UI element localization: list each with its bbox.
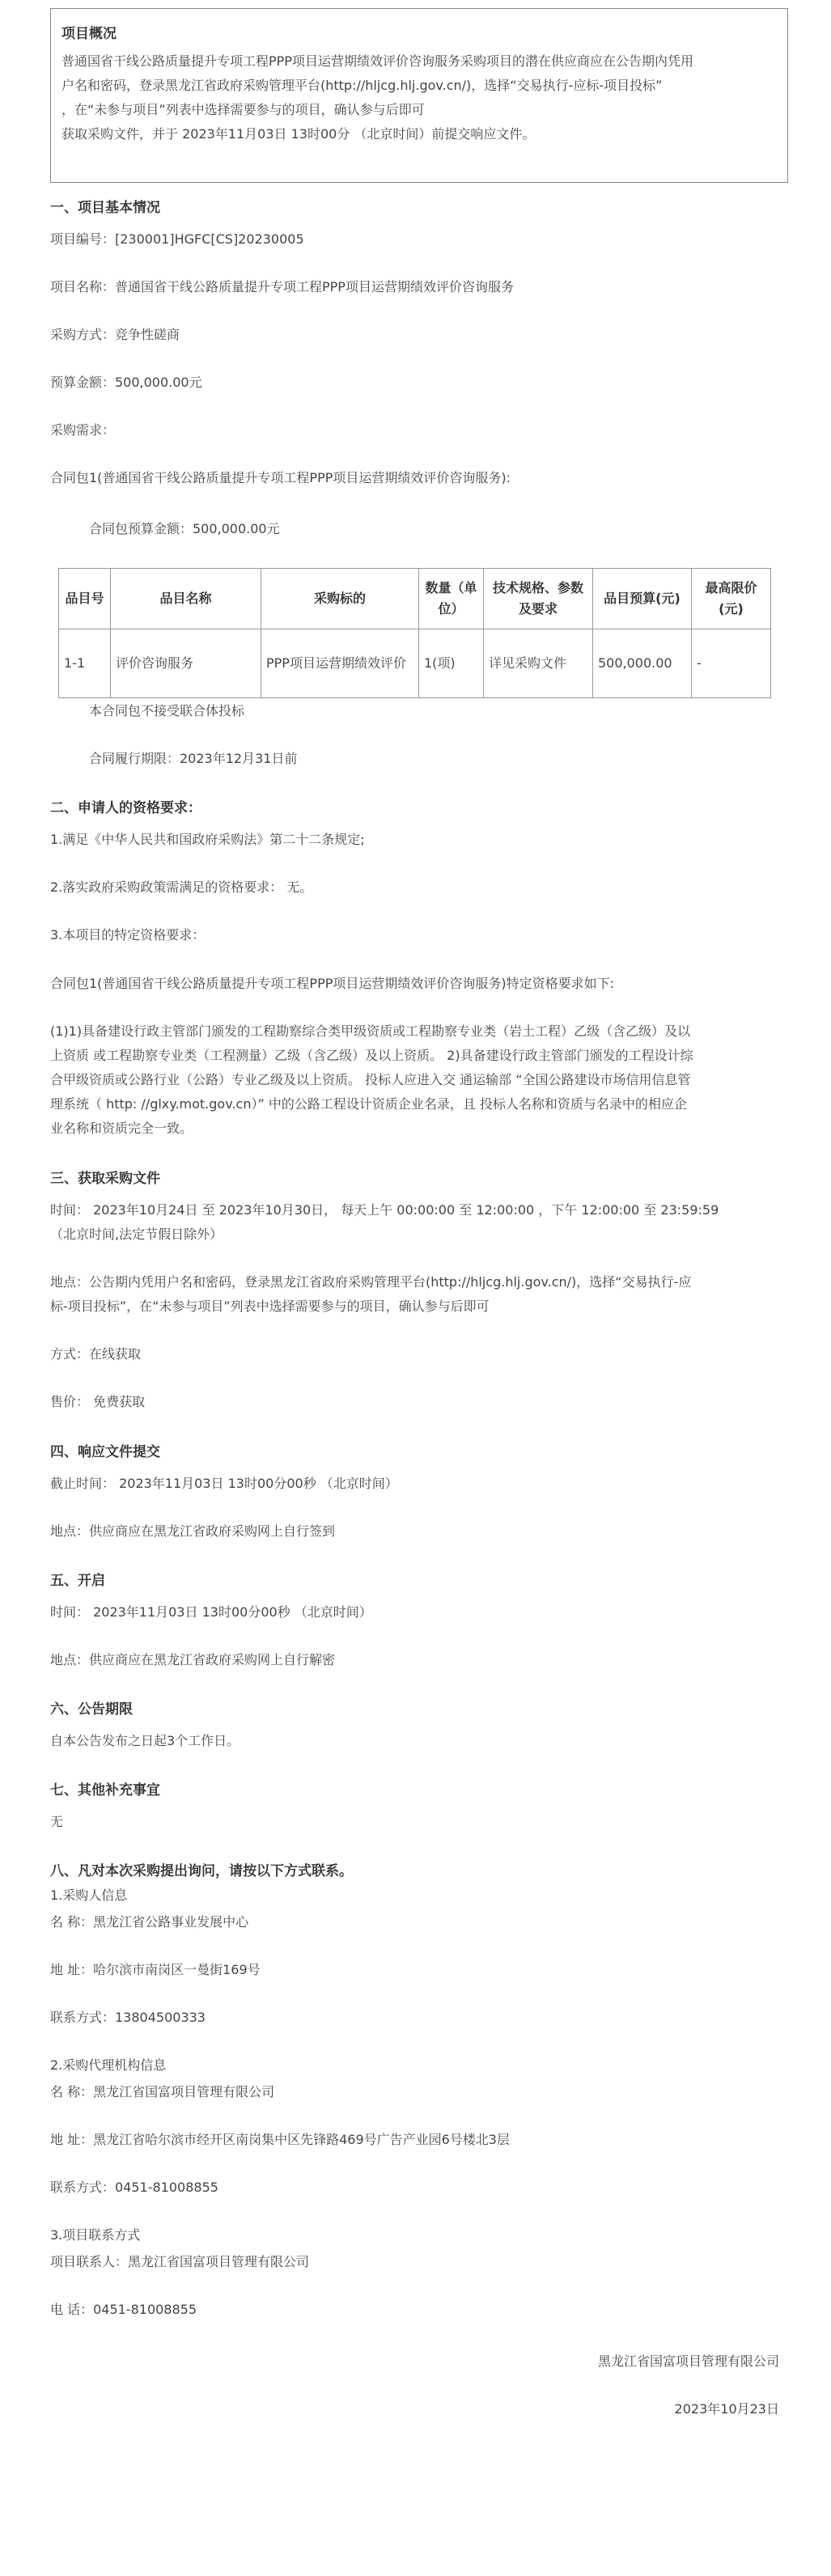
procurement-method: 采购方式：竞争性磋商 [50,327,180,342]
agent-address: 地 址：黑龙江省哈尔滨市经开区南岗集中区先锋路469号广告产业园6号楼北3层 [50,2132,510,2147]
col-header-budget: 品目预算(元) [593,569,692,629]
cell-spec: 详见采购文件 [484,629,593,698]
agent-info-title: 2.采购代理机构信息 [50,2057,167,2073]
project-contact-person: 项目联系人：黑龙江省国富项目管理有限公司 [50,2254,310,2269]
qualification-requirement-line: 业名称和资质完全一致。 [50,1121,193,1136]
col-header-qty: 数量（单位） [419,569,484,629]
no-consortium-note: 本合同包不接受联合体投标 [89,703,245,718]
obtain-price: 售价： 免费获取 [50,1394,146,1409]
table-row [59,629,771,698]
obtain-place-cont: 标-项目投标”，在“未参与项目”列表中选择需要参与的项目，确认参与后即可 [50,1299,490,1314]
cell-budget: 500,000.00 [593,629,692,698]
section-title-basic-info: 一、项目基本情况 [50,200,160,216]
table-header-row [59,569,771,629]
obtain-time-note: （北京时间,法定节假日除外） [50,1227,223,1242]
section-title-contact: 八、凡对本次采购提出询问，请按以下方式联系。 [50,1863,353,1879]
cell-limit: - [692,629,771,698]
section-title-notice-period: 六、公告期限 [50,1701,133,1718]
qualification-requirement-line: 合甲级资质或公路行业（公路）专业乙级及以上资质。 投标人应进入交 通运输部 “全国公路建设市场信用信息管 [50,1072,691,1087]
overview-line: 户名和密码，登录黑龙江省政府采购管理平台(http://hljcg.hlj.gov.cn/)，选择“交易执行-应标-项目投标” [61,78,663,93]
buyer-phone: 联系方式：13804500333 [50,2010,206,2025]
submission-deadline: 截止时间： 2023年11月03日 13时00分00秒 （北京时间） [50,1476,398,1491]
package-qualification: 合同包1(普通国省干线公路质量提升专项工程PPP项目运营期绩效评价咨询服务)特定资格要求如下: [50,976,615,991]
footer-date: 2023年10月23日 [674,2401,779,2417]
procurement-demand: 采购需求： [50,422,116,438]
cell-name: 评价咨询服务 [111,629,261,698]
notice-period-text: 自本公告发布之日起3个工作日。 [50,1733,240,1748]
project-contact-phone: 电 话：0451-81008855 [50,2302,197,2317]
obtain-way: 方式：在线获取 [50,1346,142,1362]
agent-name: 名 称：黑龙江省国富项目管理有限公司 [50,2084,275,2099]
section-title-opening: 五、开启 [50,1573,105,1589]
col-header-name: 品目名称 [111,569,261,629]
project-contact-title: 3.项目联系方式 [50,2227,141,2243]
qualification-requirement-line: 上资质 或工程勘察专业类（工程测量）乙级（含乙级）及以上资质。 2)具备建设行政主管部门颁发的工程设计综 [50,1048,693,1063]
package-budget: 合同包预算金额：500,000.00元 [89,521,280,536]
obtain-time: 时间： 2023年10月24日 至 2023年10月30日， 每天上午 00:00:00 至 12:00:00 ，下午 12:00:00 至 23:59:59 [50,1202,719,1218]
cell-qty: 1(项) [419,629,484,698]
opening-place: 地点：供应商应在黑龙江省政府采购网上自行解密 [50,1652,336,1667]
overview-line: 获取采购文件，并于 2023年11月03日 13时00分 （北京时间）前提交响应文件。 [61,126,536,142]
buyer-address: 地 址：哈尔滨市南岗区一曼街169号 [50,1962,261,1977]
section-title-other: 七、其他补充事宜 [50,1782,160,1799]
col-header-limit: 最高限价(元) [692,569,771,629]
qualification-requirement-line: 理系统（ http: //glxy.mot.gov.cn）” 中的公路工程设计资质企业名录，且 投标人名称和资质与名录中的相应企 [50,1096,687,1112]
contract-package: 合同包1(普通国省干线公路质量提升专项工程PPP项目运营期绩效评价咨询服务): [50,470,511,485]
footer-company: 黑龙江省国富项目管理有限公司 [597,2354,779,2369]
overview-title: 项目概况 [61,26,117,42]
opening-time: 时间： 2023年11月03日 13时00分00秒 （北京时间） [50,1604,372,1620]
obtain-place: 地点：公告期内凭用户名和密码，登录黑龙江省政府采购管理平台(http://hljcg.hlj.gov.cn/)，选择“交易执行-应 [50,1274,692,1290]
qualification-requirement-line: (1)1)具备建设行政主管部门颁发的工程勘察综合类甲级资质或工程勘察专业类（岩土工程）乙级（含乙级）及以 [50,1023,691,1039]
budget-amount: 预算金额：500,000.00元 [50,375,202,390]
goods-table [58,568,771,698]
section-title-qualifications: 二、申请人的资格要求： [50,800,201,816]
qualification-item: 1.满足《中华人民共和国政府采购法》第二十二条规定; [50,832,365,847]
submission-place: 地点：供应商应在黑龙江省政府采购网上自行签到 [50,1523,336,1539]
qualification-item: 2.落实政府采购政策需满足的资格要求： 无。 [50,879,313,895]
overview-line: 普通国省干线公路质量提升专项工程PPP项目运营期绩效评价咨询服务采购项目的潜在供应商应在公告期内凭用 [61,53,693,69]
other-text: 无 [50,1814,64,1829]
cell-target: PPP项目运营期绩效评价 [261,629,419,698]
cell-no: 1-1 [59,629,111,698]
col-header-no: 品目号 [59,569,111,629]
col-header-spec: 技术规格、参数及要求 [484,569,593,629]
buyer-info-title: 1.采购人信息 [50,1888,128,1903]
project-number: 项目编号：[230001]HGFC[CS]20230005 [50,231,304,247]
section-title-submission: 四、响应文件提交 [50,1444,160,1460]
qualification-item: 3.本项目的特定资格要求： [50,927,206,943]
overview-box [50,8,788,183]
agent-phone: 联系方式：0451-81008855 [50,2180,218,2195]
section-title-obtain-docs: 三、获取采购文件 [50,1171,160,1187]
overview-line: ，在“未参与项目”列表中选择需要参与的项目，确认参与后即可 [61,102,425,117]
contract-term: 合同履行期限：2023年12月31日前 [89,751,298,766]
col-header-target: 采购标的 [261,569,419,629]
buyer-name: 名 称：黑龙江省公路事业发展中心 [50,1914,249,1930]
project-name: 项目名称：普通国省干线公路质量提升专项工程PPP项目运营期绩效评价咨询服务 [50,279,514,294]
